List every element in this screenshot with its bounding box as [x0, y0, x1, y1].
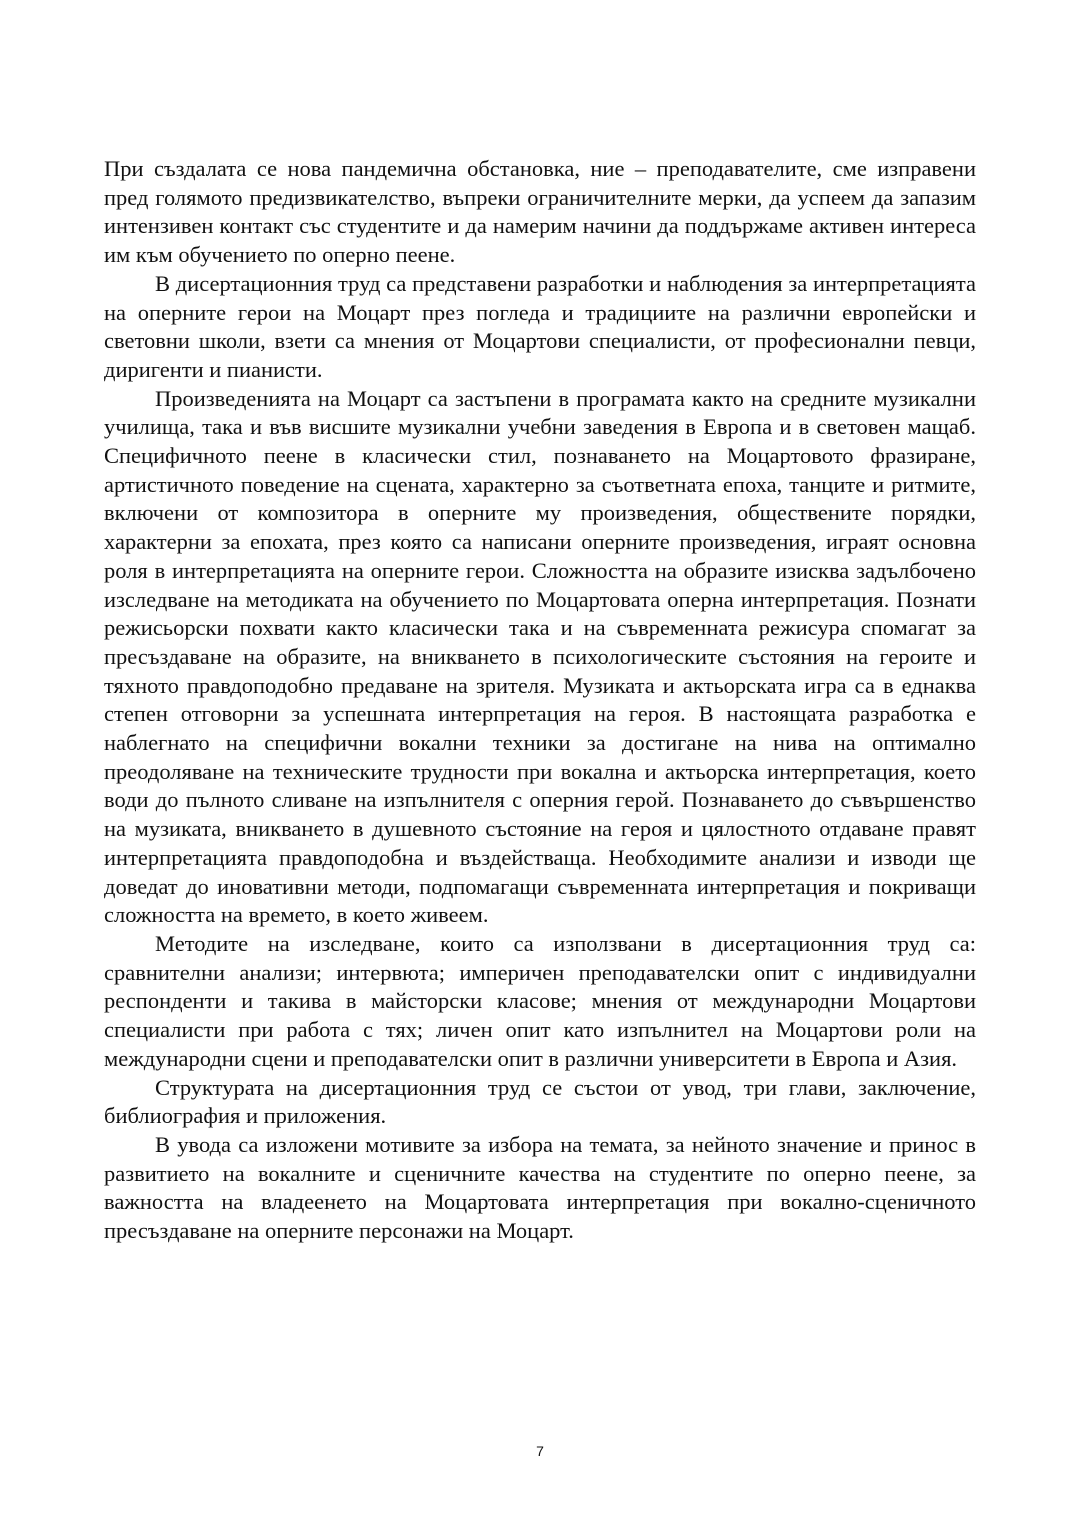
- page-number: 7: [536, 1443, 544, 1459]
- paragraph-pandemic: При създалата се нова пандемична обстановка, ние – преподавателите, сме изправени пред голямото предизвикателство, въпреки ограничителните мерки, да успеем да запазим интензивен контакт със студентите и да намерим начини да поддържаме активен интереса им към обучението по оперно пеене.: [104, 156, 976, 268]
- paragraph-research-methods: Методите на изследване, които са използвани в дисертационния труд са: сравнителни анализи; интервюта; империчен преподавателски опит с индивидуални респонденти и такива в майсторски класове; мнения от международни Моцартови специалисти при работа с тях; личен опит като изпълнител на Моцартови роли на международни сцени и преподавателски опит в различни университети в Европа и Азия.: [104, 930, 976, 1071]
- paragraph-mozart-works: Произведенията на Моцарт са застъпени в програмата както на средните музикални училища, така и във висшите музикални учебни заведения в Европа и в световен мащаб. Специфичното пеене в класически стил, познаването на Моцартовото фразиране, артистичното поведение на сцената, характерно за съответната епоха, танците и ритмите, включени от композитора в оперните му произведения, обществените порядки, характерни за епохата, през която са написани оперните произведения, играят основна роля в интерпретацията на оперните герои. Сложността на образите изисква задълбочено изследване на методиката на обучението по Моцартовата оперна интерпретация. Познати режисьорски похвати както класически така и на съвременната режисура спомагат за пресъздаване на образите, на вникването в психологическите състояния на героите и тяхното правдоподобно предаване на зрителя. Музиката и актьорската игра са в еднаква степен отговорни за успешната интерпретация на героя. В настоящата разработка е наблегнато на специфични вокални техники за достигане на нива на оптимално преодоляване на техническите трудности при вокална и актьорска интерпретация, което води до пълното сливане на изпълнителя с оперния герой. Познаването до съвършенство на музиката, вникването в душевното състояние на героя и цялостното отдаване правят интерпретацията правдоподобна и въздействаща. Необходимите анализи и изводи ще доведат до иновативни методи, подпомагащи съвременната интерпретация и покриващи сложността на времето, в което живеем.: [104, 385, 976, 928]
- body-text: [104, 155, 976, 1246]
- paragraph-introduction: В увода са изложени мотивите за избора на темата, за нейното значение и принос в развитието на вокалните и сценичните качества на студентите по оперно пеене, за важността на владеенето на Моцартовата интерпретация при вокално-сценичното пресъздаване на оперните персонажи на Моцарт.: [104, 1131, 976, 1244]
- paragraph-dissertation-overview: В дисертационния труд са представени разработки и наблюдения за интерпретацията на оперните герои на Моцарт през погледа и традициите на различни европейски и световни школи, взети са мнения от Моцартови специалисти, от професионални певци, диригенти и пианисти.: [104, 270, 976, 382]
- paragraph-structure: Структурата на дисертационния труд се състои от увод, три глави, заключение, библиография и приложения.: [104, 1074, 976, 1129]
